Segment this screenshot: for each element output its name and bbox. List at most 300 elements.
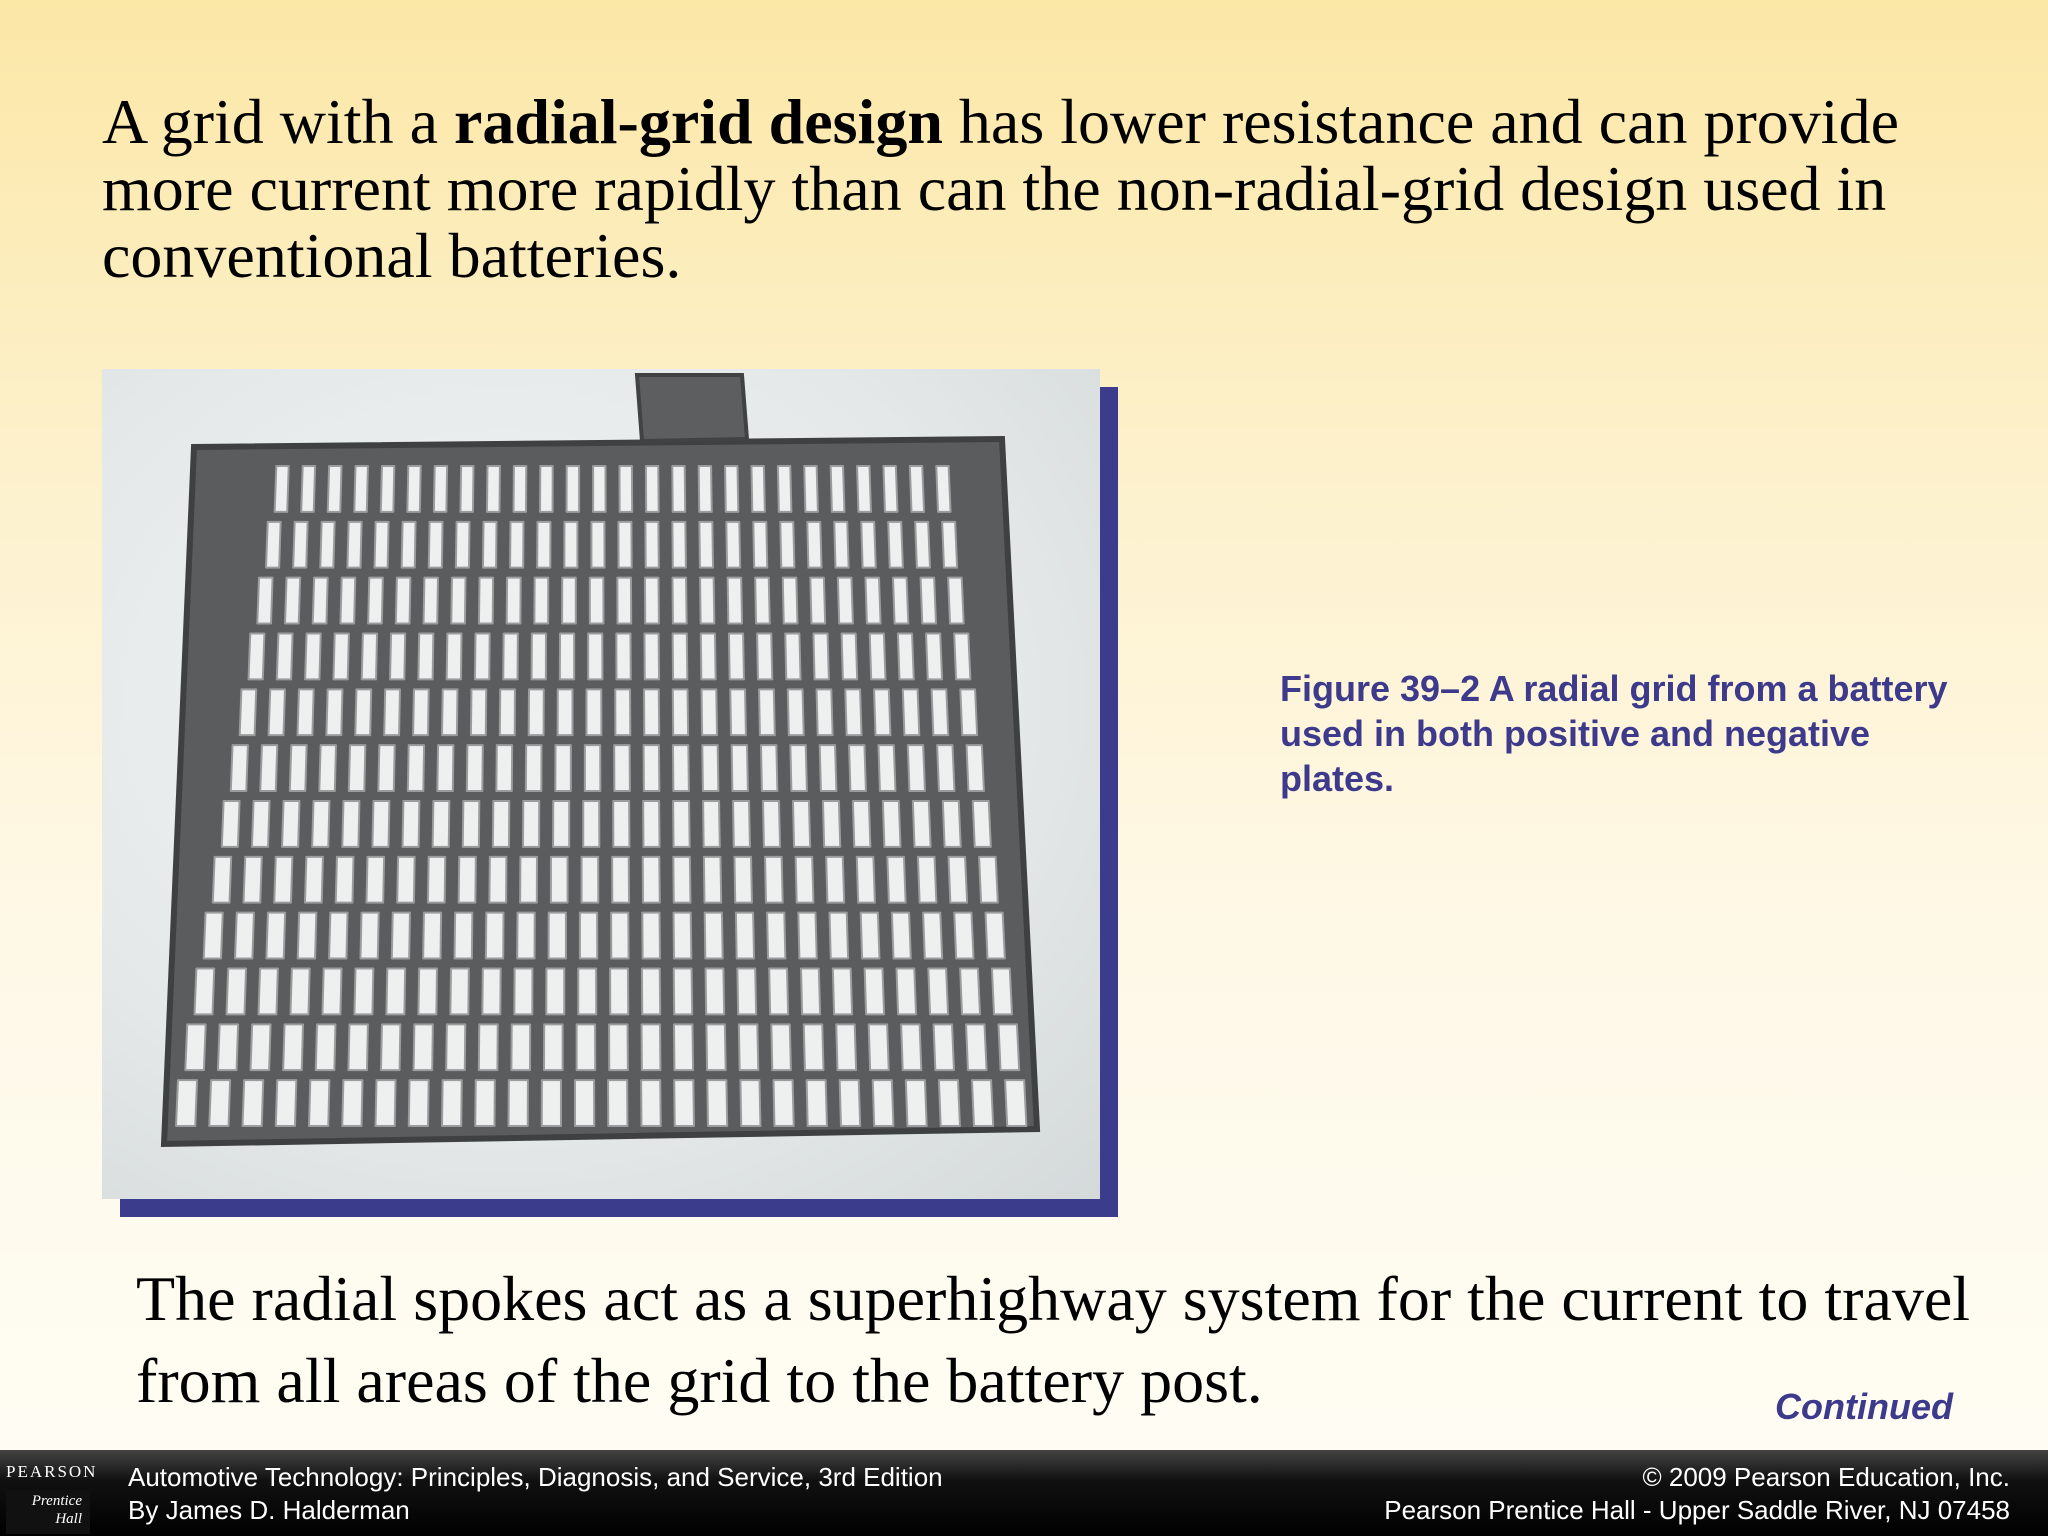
grid-opening (342, 1080, 362, 1126)
grid-opening (870, 634, 886, 680)
grid-opening (258, 969, 277, 1015)
grid-opening (423, 913, 441, 959)
grid-opening (967, 745, 984, 791)
grid-opening (333, 634, 348, 680)
grid-opening (918, 857, 936, 903)
grid-opening (613, 801, 629, 847)
grid-opening (728, 578, 742, 624)
grid-opening (479, 578, 493, 624)
grid-opening (857, 466, 871, 512)
grid-opening (778, 466, 792, 512)
grid-opening (347, 522, 361, 568)
grid-opening (195, 969, 215, 1015)
grid-opening (888, 522, 903, 568)
grid-opening (493, 801, 509, 847)
grid-opening (807, 1080, 827, 1126)
grid-opening (471, 689, 486, 735)
grid-opening (642, 969, 660, 1015)
grid-opening (578, 969, 596, 1015)
grid-opening (240, 689, 257, 735)
grid-opening (513, 466, 526, 512)
grid-opening (615, 689, 630, 735)
grid-opening (704, 857, 721, 903)
grid-opening (932, 689, 949, 735)
grid-opening (878, 745, 895, 791)
grid-opening (381, 1024, 400, 1070)
grid-opening (227, 969, 247, 1015)
grid-opening (759, 689, 775, 735)
grid-opening (590, 578, 604, 624)
grid-opening (376, 1080, 396, 1126)
grid-opening (360, 913, 378, 959)
grid-opening (567, 466, 580, 512)
grid-opening (644, 745, 660, 791)
grid-opening (865, 578, 880, 624)
grid-opening (706, 969, 725, 1015)
intro-bold-term: radial-grid design (453, 86, 943, 157)
grid-opening (609, 1024, 628, 1070)
grid-opening (817, 689, 833, 735)
grid-opening (973, 801, 991, 847)
grid-opening (342, 801, 359, 847)
grid-opening (898, 634, 914, 680)
grid-opening (455, 913, 473, 959)
grid-opening (442, 1080, 462, 1126)
plate-lug (637, 375, 747, 441)
grid-opening (354, 969, 373, 1015)
grid-opening (496, 745, 512, 791)
grid-opening (313, 578, 328, 624)
grid-opening (305, 857, 323, 903)
grid-opening (740, 1080, 760, 1126)
footer-book-title: Automotive Technology: Principles, Diagnosis, and Service, 3rd Edition (128, 1462, 943, 1492)
grid-opening (831, 466, 845, 512)
grid-opening (928, 969, 948, 1015)
grid-opening (298, 913, 317, 959)
grid-opening (908, 745, 925, 791)
grid-opening (558, 689, 573, 735)
grid-opening (739, 1024, 758, 1070)
grid-opening (641, 1080, 661, 1126)
grid-opening (276, 1080, 297, 1126)
grid-opening (475, 1080, 495, 1126)
grid-opening (549, 913, 566, 959)
grid-opening (316, 1024, 336, 1070)
grid-opening (244, 857, 262, 903)
grid-opening (366, 857, 384, 903)
grid-opening (384, 689, 400, 735)
grid-opening (544, 1024, 563, 1070)
logo-prentice-text: Prentice Hall (31, 1493, 82, 1527)
grid-opening (771, 1024, 791, 1070)
grid-opening (551, 857, 568, 903)
grid-opening (392, 913, 410, 959)
grid-opening (836, 1024, 856, 1070)
grid-opening (673, 634, 688, 680)
grid-opening (309, 1080, 329, 1126)
grid-opening (537, 522, 550, 568)
grid-opening (942, 522, 957, 568)
logo-pearson-text: PEARSON (6, 1462, 98, 1481)
grid-opening (753, 522, 767, 568)
grid-opening (349, 745, 366, 791)
grid-opening (507, 578, 521, 624)
grid-opening (293, 522, 308, 568)
grid-opening (442, 689, 457, 735)
grid-opening (487, 466, 500, 512)
grid-opening (386, 969, 405, 1015)
grid-opening (500, 689, 515, 735)
grid-opening (514, 969, 532, 1015)
grid-opening (790, 745, 807, 791)
grid-opening (699, 466, 712, 512)
grid-opening (283, 1024, 303, 1070)
grid-opening (788, 689, 804, 735)
grid-opening (204, 913, 223, 959)
grid-opening (892, 913, 911, 959)
grid-opening (761, 745, 777, 791)
grid-opening (949, 857, 968, 903)
grid-opening (372, 801, 389, 847)
grid-opening (582, 857, 599, 903)
grid-opening (673, 689, 688, 735)
grid-opening (861, 522, 876, 568)
continued-label: Continued (1775, 1386, 1953, 1427)
grid-opening (340, 578, 355, 624)
grid-opening (700, 578, 714, 624)
grid-opening (374, 522, 388, 568)
grid-opening (617, 578, 631, 624)
grid-opening (730, 689, 746, 735)
grid-opening (467, 745, 483, 791)
grid-opening (185, 1024, 205, 1070)
grid-opening (865, 969, 884, 1015)
grid-opening (447, 634, 462, 680)
grid-opening (985, 913, 1004, 959)
grid-opening (643, 801, 659, 847)
grid-opening (845, 689, 861, 735)
footer-publisher: Pearson Prentice Hall - Upper Saddle River, NJ 07458 (1384, 1495, 2010, 1525)
grid-opening (801, 969, 820, 1015)
grid-opening (252, 801, 270, 847)
grid-opening (508, 1080, 527, 1126)
grid-opening (274, 857, 292, 903)
grid-opening (823, 801, 840, 847)
grid-opening (243, 1080, 264, 1126)
grid-opening (176, 1080, 197, 1126)
grid-opening (587, 689, 602, 735)
grid-opening (618, 522, 631, 568)
grid-opening (763, 801, 780, 847)
grid-opening (529, 689, 544, 735)
grid-opening (591, 522, 604, 568)
pearson-logo (0, 1460, 100, 1536)
grid-opening (542, 1080, 561, 1126)
grid-opening (960, 969, 980, 1015)
grid-opening (705, 913, 723, 959)
grid-opening (396, 578, 411, 624)
grid-opening (475, 634, 490, 680)
grid-opening (874, 689, 890, 735)
grid-opening (896, 969, 916, 1015)
grid-opening (329, 913, 347, 959)
grid-opening (355, 689, 371, 735)
grid-opening (644, 689, 659, 735)
grid-opening (834, 522, 848, 568)
grid-opening (588, 634, 602, 680)
grid-opening (644, 634, 659, 680)
grid-opening (231, 745, 248, 791)
grid-opening (833, 969, 852, 1015)
grid-opening (674, 1024, 693, 1070)
grid-opening (482, 969, 500, 1015)
grid-opening (305, 634, 321, 680)
grid-opening (450, 969, 468, 1015)
grid-opening (402, 522, 416, 568)
grid-opening (409, 1080, 429, 1126)
grid-opening (992, 969, 1012, 1015)
grid-opening (849, 745, 866, 791)
grid-opening (773, 1080, 793, 1126)
grid-opening (861, 913, 880, 959)
grid-opening (702, 745, 718, 791)
figure-caption: Figure 39–2 A radial grid from a battery used in both positive and negative plates. (1280, 668, 1948, 799)
intro-text (102, 88, 1982, 289)
grid-opening (734, 857, 752, 903)
grid-opening (553, 801, 569, 847)
grid-opening (275, 466, 289, 512)
grid-opening (540, 466, 553, 512)
grid-opening (526, 745, 542, 791)
grid-opening (804, 1024, 824, 1070)
grid-opening (736, 913, 754, 959)
grid-opening (966, 1024, 987, 1070)
grid-opening (266, 913, 285, 959)
grid-opening (328, 466, 342, 512)
grid-opening (593, 466, 606, 512)
grid-opening (297, 689, 313, 735)
grid-opening (354, 466, 368, 512)
grid-opening (820, 745, 837, 791)
grid-opening (672, 578, 686, 624)
grid-opening (751, 466, 764, 512)
grid-opening (403, 801, 420, 847)
grid-opening (726, 522, 740, 568)
grid-opening (769, 969, 788, 1015)
grid-opening (883, 801, 901, 847)
grid-opening (937, 745, 954, 791)
grid-opening (923, 913, 942, 959)
footer-bar (0, 1450, 2048, 1536)
grid-opening (555, 745, 571, 791)
grid-opening (910, 466, 924, 512)
grid-opening (642, 913, 660, 959)
grid-opening (433, 801, 450, 847)
grid-opening (954, 913, 973, 959)
grid-opening (413, 689, 429, 735)
grid-opening (915, 522, 930, 568)
grid-opening (767, 913, 785, 959)
grid-opening (883, 466, 897, 512)
footer-author: By James D. Halderman (128, 1495, 410, 1525)
grid-opening (249, 634, 265, 680)
grid-opening (1005, 1080, 1026, 1126)
grid-opening (460, 466, 473, 512)
grid-opening (285, 578, 300, 624)
grid-opening (672, 522, 686, 568)
grid-opening (362, 634, 377, 680)
grid-opening (796, 857, 814, 903)
grid-opening (757, 634, 772, 680)
grid-opening (546, 969, 564, 1015)
grid-opening (290, 969, 309, 1015)
grid-opening (251, 1024, 271, 1070)
grid-opening (943, 801, 961, 847)
grid-opening (277, 634, 293, 680)
grid-opening (707, 1080, 727, 1126)
grid-opening (793, 801, 810, 847)
grid-opening (266, 522, 281, 568)
grid-opening (642, 1024, 661, 1070)
grid-opening (869, 1024, 889, 1070)
grid-opening (407, 466, 420, 512)
grid-opening (954, 634, 970, 680)
grid-opening (301, 466, 315, 512)
grid-opening (857, 857, 875, 903)
grid-opening (575, 1080, 594, 1126)
grid-opening (853, 801, 870, 847)
grid-opening (580, 913, 597, 959)
grid-opening (434, 466, 447, 512)
grid-opening (583, 801, 599, 847)
grid-opening (209, 1080, 230, 1126)
grid-opening (322, 969, 341, 1015)
grid-opening (785, 634, 800, 680)
grid-opening (456, 522, 470, 568)
grid-opening (424, 578, 438, 624)
grid-opening (807, 522, 821, 568)
grid-opening (486, 913, 504, 959)
grid-opening (459, 857, 476, 903)
grid-opening (838, 578, 853, 624)
grid-opening (218, 1024, 238, 1070)
grid-opening (921, 578, 936, 624)
grid-opening (672, 466, 685, 512)
grid-opening (503, 634, 518, 680)
grid-opening (378, 745, 394, 791)
grid-opening (282, 801, 299, 847)
grid-opening (645, 578, 659, 624)
grid-opening (703, 801, 720, 847)
grid-opening (483, 522, 497, 568)
grid-opening (998, 1024, 1019, 1070)
grid-opening (446, 1024, 465, 1070)
grid-opening (577, 1024, 596, 1070)
grid-opening (934, 1024, 954, 1070)
grid-opening (222, 801, 240, 847)
grid-opening (319, 745, 336, 791)
grid-opening (517, 913, 535, 959)
grid-opening (562, 578, 576, 624)
footer-copyright: © 2009 Pearson Education, Inc. (1642, 1462, 2010, 1492)
grid-opening (326, 689, 342, 735)
grid-opening (510, 522, 523, 568)
grid-opening (733, 801, 750, 847)
grid-opening (418, 969, 437, 1015)
grid-opening (437, 745, 453, 791)
grid-opening (873, 1080, 894, 1126)
grid-opening (523, 801, 539, 847)
grid-opening (534, 578, 548, 624)
grid-opening (320, 522, 334, 568)
grid-opening (674, 913, 692, 959)
grid-opening (290, 745, 307, 791)
grid-opening (213, 857, 231, 903)
grid-opening (960, 689, 977, 735)
intro-part1: A grid with a (102, 86, 454, 157)
grid-opening (616, 634, 630, 680)
grid-opening (783, 578, 798, 624)
grid-opening (913, 801, 931, 847)
grid-opening (939, 1080, 960, 1126)
grid-opening (674, 969, 692, 1015)
grid-opening (979, 857, 998, 903)
grid-opening (893, 578, 908, 624)
grid-opening (463, 801, 480, 847)
grid-opening (926, 634, 942, 680)
grid-opening (810, 578, 825, 624)
grid-opening (610, 969, 628, 1015)
grid-opening (737, 969, 756, 1015)
grid-opening (936, 466, 950, 512)
grid-opening (608, 1080, 627, 1126)
grid-opening (948, 578, 964, 624)
grid-opening (585, 745, 601, 791)
grid-opening (381, 466, 395, 512)
grid-opening (397, 857, 415, 903)
grid-opening (414, 1024, 433, 1070)
grid-opening (614, 745, 630, 791)
grid-opening (336, 857, 354, 903)
radial-grid-image (102, 369, 1100, 1199)
body-text: The radial spokes act as a superhighway system for the current to travel from all areas of the grid to the battery post. (136, 1263, 1971, 1416)
grid-opening (765, 857, 783, 903)
grid-opening (673, 857, 690, 903)
grid-opening (901, 1024, 921, 1070)
grid-opening (612, 857, 629, 903)
grid-opening (702, 689, 717, 735)
grid-opening (972, 1080, 993, 1126)
intro-part2: has lower resistance and can provide more current more rapidly than can the non-radial-grid design used in conventional batteries. (102, 86, 1899, 291)
grid-opening (906, 1080, 927, 1126)
grid-opening (489, 857, 506, 903)
grid-opening (643, 857, 660, 903)
grid-opening (829, 913, 848, 959)
grid-opening (429, 522, 443, 568)
radial-grid-photo (102, 369, 1100, 1199)
grid-opening (755, 578, 770, 624)
grid-opening (532, 634, 546, 680)
grid-opening (368, 578, 383, 624)
grid-opening (479, 1024, 498, 1070)
grid-opening (418, 634, 433, 680)
grid-opening (645, 522, 658, 568)
grid-opening (520, 857, 537, 903)
grid-opening (674, 1080, 694, 1126)
grid-opening (798, 913, 816, 959)
grid-opening (611, 913, 629, 959)
grid-opening (729, 634, 744, 680)
